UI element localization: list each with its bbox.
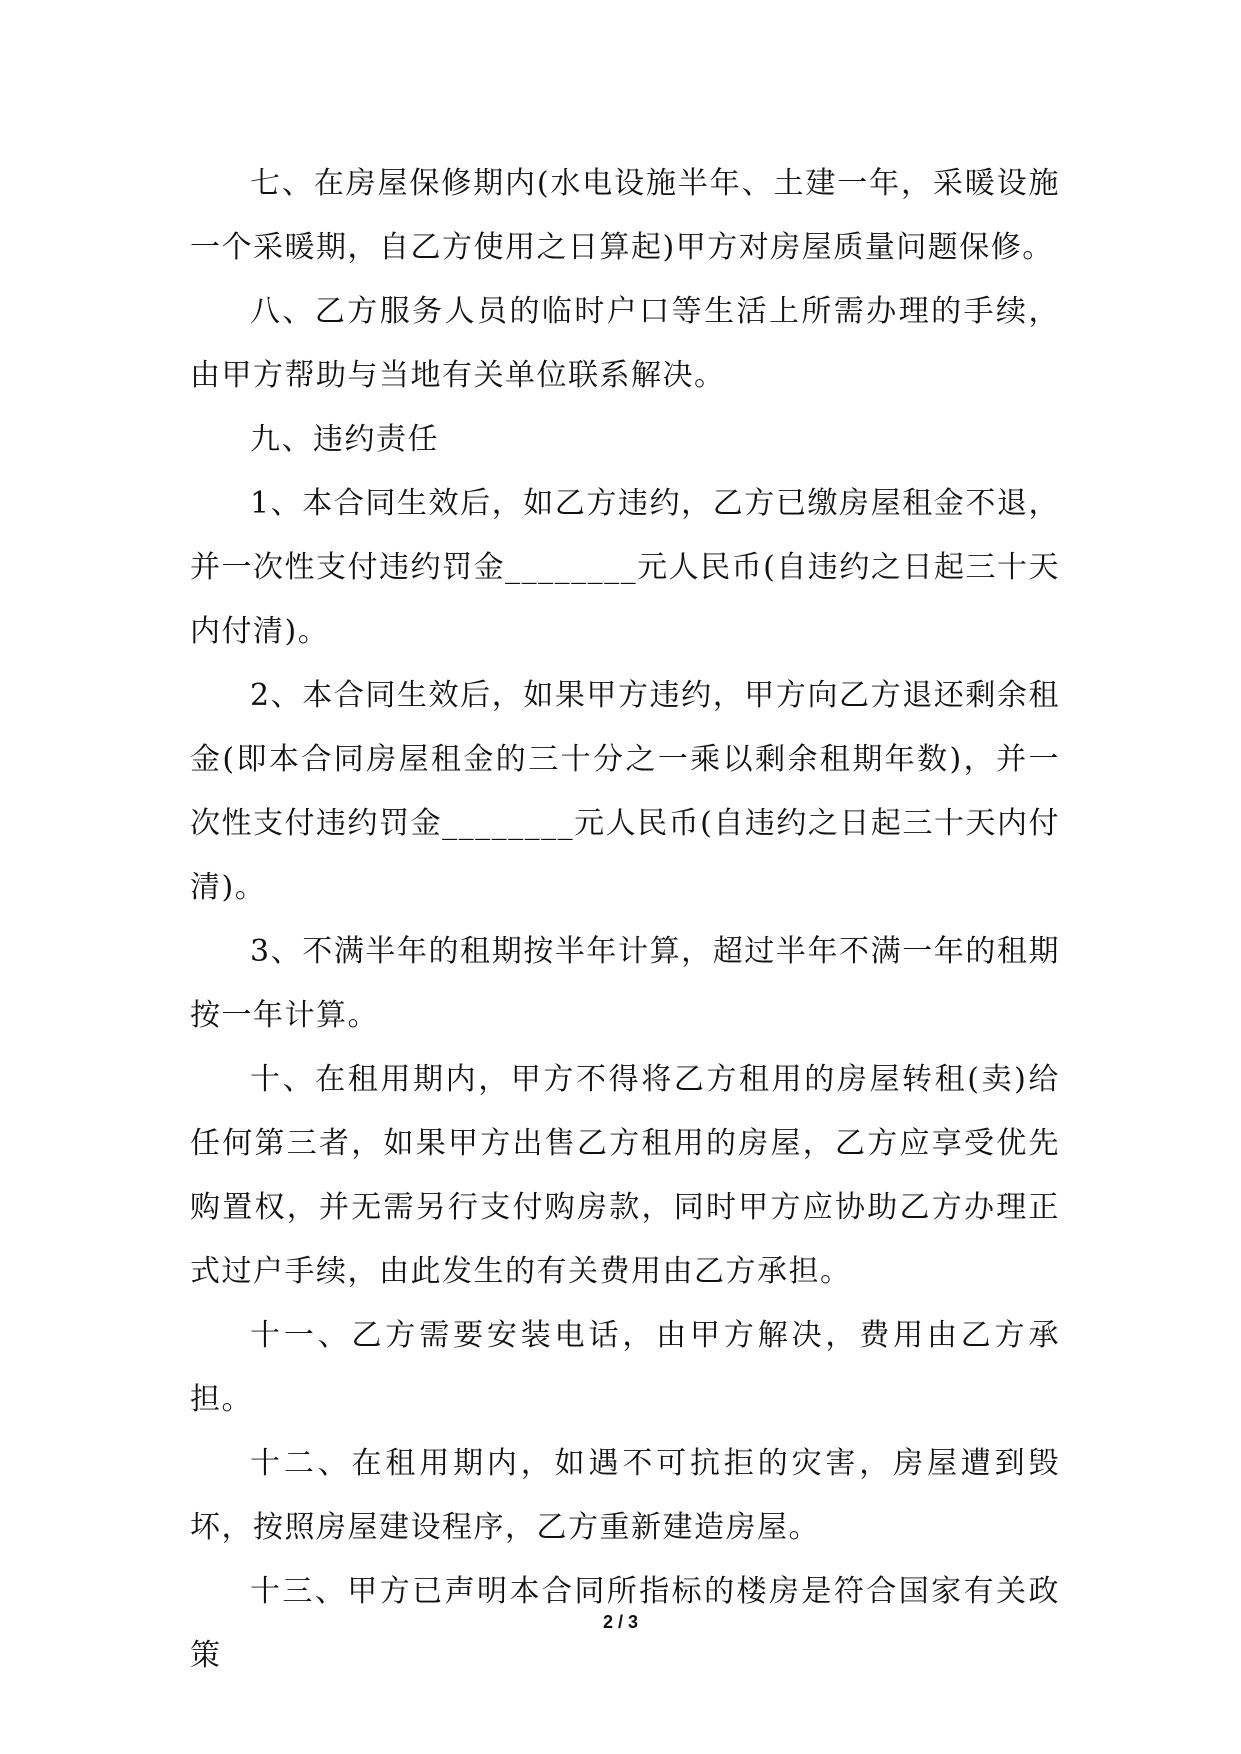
clause-9-item-3: 3、不满半年的租期按半年计算，超过半年不满一年的租期按一年计算。 [190,934,1060,1033]
document-body [190,152,1060,1688]
clause-8-paragraph: 八、乙方服务人员的临时户口等生活上所需办理的手续，由甲方帮助与当地有关单位联系解决。 [190,294,1060,393]
clause-9-item-2: 2、本合同生效后，如果甲方违约，甲方向乙方退还剩余租金(即本合同房屋租金的三十分之一乘以剩余租期年数)，并一次性支付违约罚金________元人民币(自违约之日起三十天内付清)。 [190,678,1060,905]
page-number: 2 / 3 [602,1612,639,1632]
clause-10-paragraph: 十、在租用期内，甲方不得将乙方租用的房屋转租(卖)给任何第三者，如果甲方出售乙方租用的房屋，乙方应享受优先购置权，并无需另行支付购房款，同时甲方应协助乙方办理正式过户手续，由此发生的有关费用由乙方承担。 [190,1062,1060,1289]
clause-9-item-1: 1、本合同生效后，如乙方违约，乙方已缴房屋租金不退，并一次性支付违约罚金________元人民币(自违约之日起三十天内付清)。 [190,486,1060,649]
clause-12-paragraph: 十二、在租用期内，如遇不可抗拒的灾害，房屋遭到毁坏，按照房屋建设程序，乙方重新建造房屋。 [190,1446,1060,1545]
clause-11-paragraph: 十一、乙方需要安装电话，由甲方解决，费用由乙方承担。 [190,1318,1060,1417]
clause-13-paragraph: 十三、甲方已声明本合同所指标的楼房是符合国家有关政策 [190,1574,1060,1673]
clause-9-heading: 九、违约责任 [250,422,439,457]
clause-7-paragraph: 七、在房屋保修期内(水电设施半年、土建一年，采暖设施一个采暖期，自乙方使用之日算起)甲方对房屋质量问题保修。 [190,166,1060,265]
